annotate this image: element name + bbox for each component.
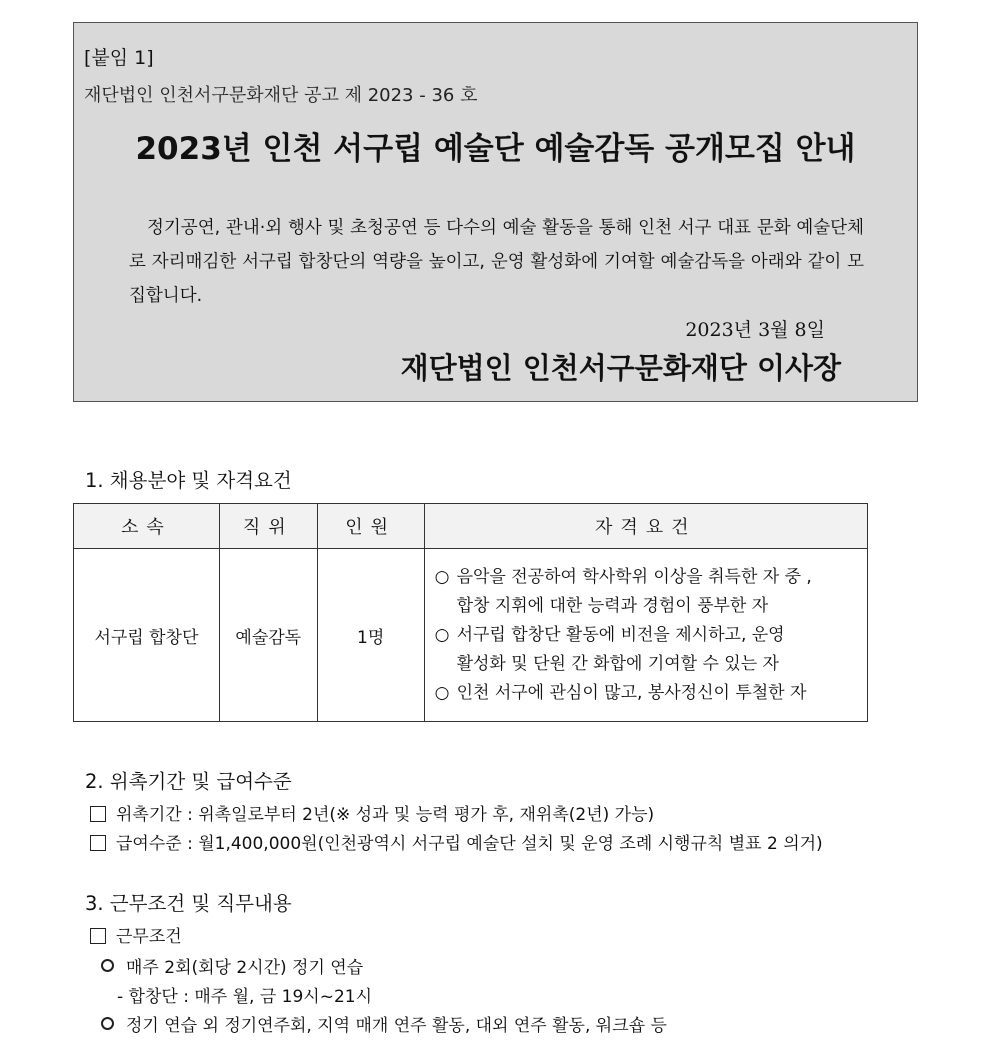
- practice-text: 매주 2회(회당 2시간) 정기 연습: [126, 958, 364, 978]
- cell-qualifications: [424, 549, 867, 722]
- square-icon: [90, 835, 106, 851]
- square-icon: [90, 806, 106, 822]
- work-conditions-subheading: [90, 922, 182, 947]
- cell-position: 예술감독: [219, 549, 317, 722]
- header-position: 직위: [219, 504, 317, 549]
- table-header-row: [74, 504, 868, 549]
- circle-bullet-icon: ○: [434, 624, 450, 645]
- attachment-label: [붙임 1]: [84, 47, 154, 69]
- page-title: 2023년 인천 서구립 예술단 예술감독 공개모집 안내: [135, 131, 856, 167]
- header-affiliation: 소속: [74, 504, 220, 549]
- activities-text: 정기 연습 외 정기연주회, 지역 매개 연주 활동, 대외 연주 활동, 워크숍 등: [126, 1016, 667, 1036]
- circle-icon: [101, 959, 114, 972]
- term-item: [90, 800, 654, 825]
- notice-number: 재단법인 인천서구문화재단 공고 제 2023 - 36 호: [84, 85, 478, 106]
- qualification-item: [435, 621, 867, 679]
- term-text: 위촉기간 : 위촉일로부터 2년(※ 성과 및 능력 평가 후, 재위촉(2년) 가능): [116, 805, 655, 825]
- requirements-table: [73, 503, 868, 722]
- qualification-text: 음악을 전공하여 학사학위 이상을 취득한 자 중 , 합창 지휘에 대한 능력과 경험이 풍부한 자: [456, 566, 812, 616]
- section2-heading: 2. 위촉기간 및 급여수준: [85, 770, 292, 793]
- practice-item: [101, 953, 363, 978]
- circle-bullet-icon: ○: [434, 682, 450, 703]
- section1-heading: 1. 채용분야 및 자격요건: [85, 469, 292, 492]
- cell-affiliation: 서구립 합창단: [74, 549, 220, 722]
- notice-box: [73, 22, 918, 402]
- salary-item: [90, 829, 823, 854]
- header-qualifications: 자격요건: [424, 504, 867, 549]
- signature: 재단법인 인천서구문화재단 이사장: [400, 351, 841, 385]
- salary-text: 급여수준 : 월1,400,000원(인천광역시 서구립 예술단 설치 및 운영 조례 시행규칙 별표 2 의거): [116, 834, 823, 854]
- header-count: 인원: [317, 504, 424, 549]
- circle-icon: [101, 1017, 114, 1030]
- qualification-text: 인천 서구에 관심이 많고, 봉사정신이 투철한 자: [456, 682, 807, 703]
- qualification-item: [435, 679, 867, 708]
- practice-detail: - 합창단 : 매주 월, 금 19시~21시: [117, 987, 372, 1007]
- activities-item: [101, 1011, 667, 1036]
- circle-bullet-icon: ○: [434, 566, 450, 587]
- work-conditions-text: 근무조건: [116, 927, 182, 947]
- square-icon: [90, 928, 106, 944]
- qualification-text: 서구립 합창단 활동에 비전을 제시하고, 운영 활성화 및 단원 간 화합에 기여할 수 있는 자: [456, 624, 785, 674]
- section3-heading: 3. 근무조건 및 직무내용: [85, 892, 292, 915]
- notice-date: 2023년 3월 8일: [685, 319, 825, 341]
- qualification-item: [435, 563, 867, 621]
- cell-count: 1명: [317, 549, 424, 722]
- intro-text: 정기공연, 관내·외 행사 및 초청공연 등 다수의 예술 활동을 통해 인천 서구 대표 문화 예술단체로 자리매김한 서구립 합창단의 역량을 높이고, 운영 활성화에 기여할 예술감독을 아래와 같이 모집합니다.: [129, 218, 864, 306]
- table-row: [74, 549, 868, 722]
